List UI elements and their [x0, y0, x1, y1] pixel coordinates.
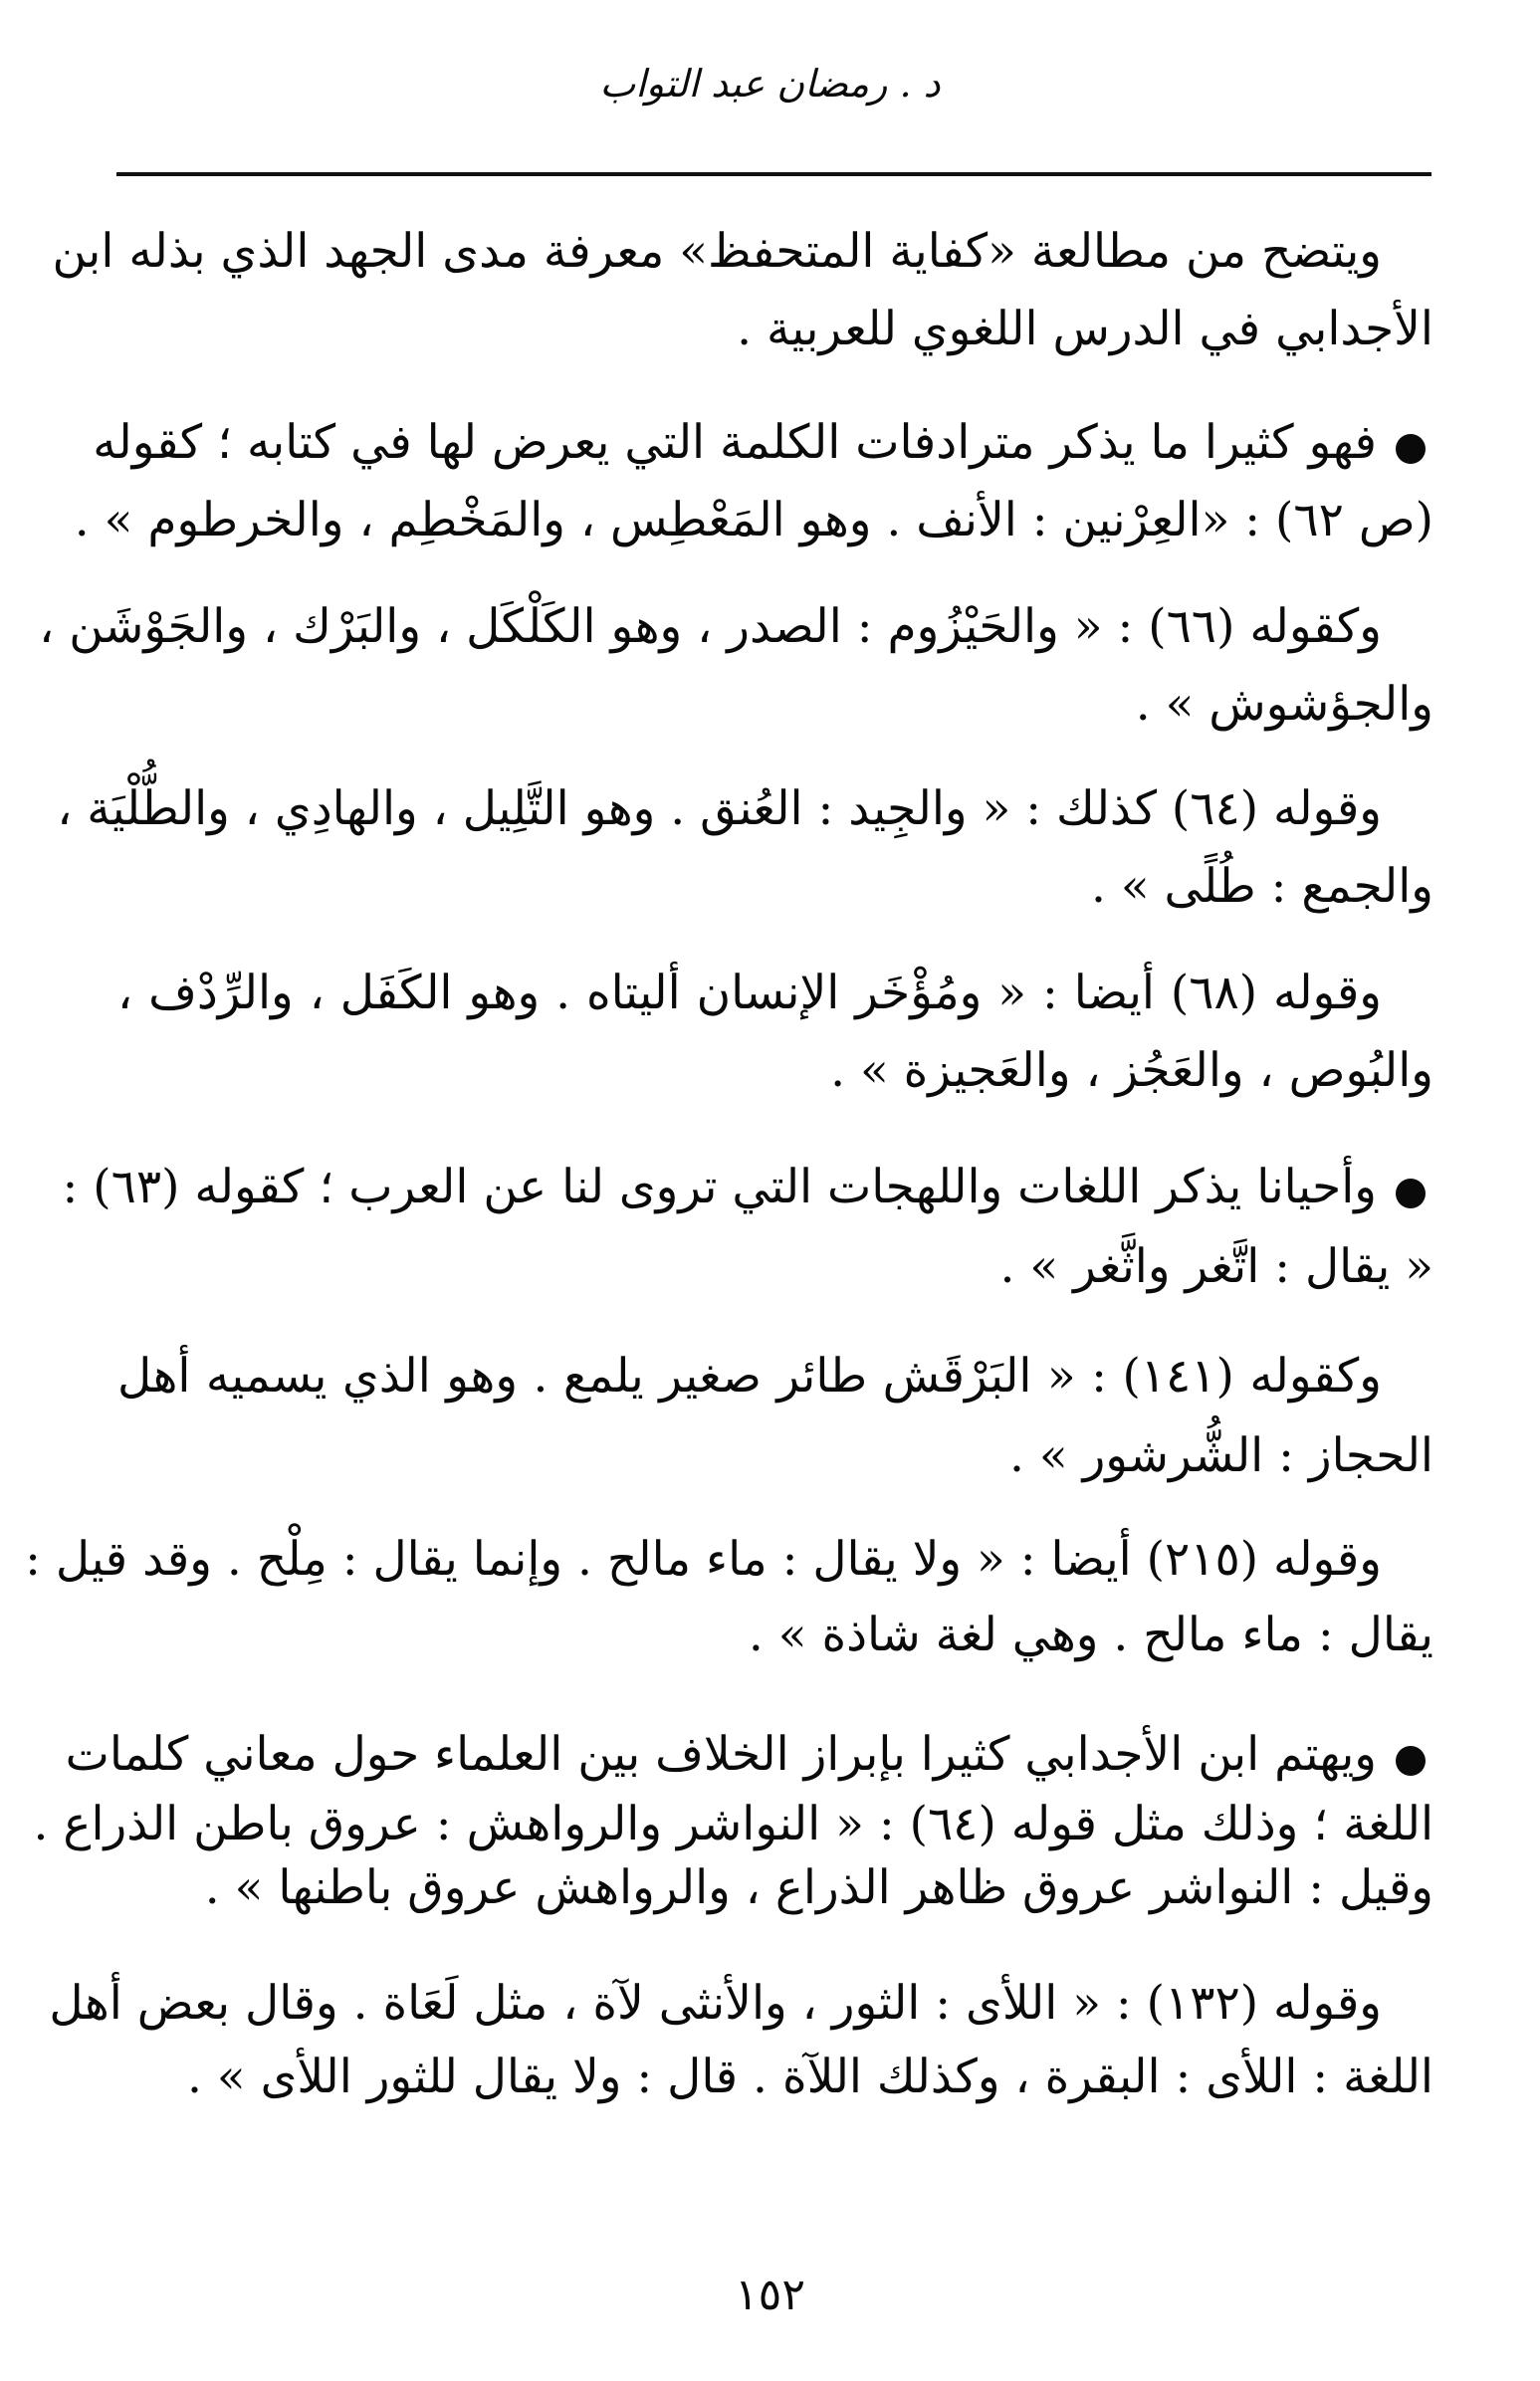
text-line: وقوله (١٣٢) : « اللأى : الثور ، والأنثى لآة ، مثل لَعَاة . وقال بعض أهل [49, 1976, 1382, 2031]
text-line: الحجاز : الشُّرشور » . [1009, 1428, 1433, 1483]
text-line: والبُوص ، والعَجُز ، والعَجيزة » . [830, 1043, 1433, 1098]
bullet-icon [1396, 1746, 1426, 1776]
text-line: يقال : ماء مالح . وهي لغة شاذة » . [748, 1608, 1433, 1662]
text-line: ويتضح من مطالعة «كفاية المتحفظ» معرفة مدى الجهد الذي بذله ابن [52, 224, 1382, 279]
bullet-icon [1396, 1179, 1426, 1208]
text-line: وقوله (٦٤) كذلك : « والجِيد : العُنق . وهو التَّلِيل ، والهادِي ، والطُّلْيَة ، [57, 781, 1382, 836]
text-line: اللغة ؛ وذلك مثل قوله (٦٤) : « النواشر والرواهش : عروق باطن الذراع . [33, 1797, 1433, 1851]
text-line: والجؤشوش » . [1135, 677, 1433, 732]
text-line: « يقال : اتَّغر واثَّغر » . [999, 1239, 1433, 1294]
text-line: وقوله (٢١٥) أيضا : « ولا يقال : ماء مالح . وإنما يقال : مِلْح . وقد قيل : [25, 1532, 1382, 1587]
bullet-icon [1396, 434, 1426, 464]
text-line: وقوله (٦٨) أيضا : « ومُؤْخَر الإنسان أليتاه . وهو الكَفَل ، والرِّدْف ، [117, 966, 1382, 1020]
text-line: (ص ٦٢) : «العِرْنين : الأنف . وهو المَعْطِس ، والمَخْطِم ، والخرطوم » . [74, 493, 1433, 547]
text-line: فهو كثيرا ما يذكر مترادفات الكلمة التي يعرض لها في كتابه ؛ كقوله [93, 415, 1377, 470]
page-number: ١٥٢ [735, 2270, 805, 2320]
header-rule [116, 172, 1431, 176]
text-line: وأحيانا يذكر اللغات واللهجات التي تروى لنا عن العرب ؛ كقوله (٦٣) : [62, 1160, 1377, 1214]
running-head: د . رمضان عبد التواب [599, 62, 941, 106]
text-line: ويهتم ابن الأجدابي كثيرا بإبراز الخلاف بين العلماء حول معاني كلمات [65, 1727, 1377, 1782]
text-line: وكقوله (١٤١) : « البَرْقَش طائر صغير يلمع . وهو الذي يسميه أهل [117, 1349, 1382, 1404]
text-line: والجمع : طُلًى » . [1090, 859, 1433, 914]
text-line: اللغة : اللأى : البقرة ، وكذلك اللآة . قال : ولا يقال للثور اللأى » . [187, 2050, 1433, 2104]
text-line: وكقوله (٦٦) : « والحَيْزُوم : الصدر ، وهو الكَلْكَل ، والبَرْك ، والجَوْشَن ، [39, 599, 1382, 654]
text-line: الأجدابي في الدرس اللغوي للعربية . [737, 302, 1433, 356]
text-line: وقيل : النواشر عروق ظاهر الذراع ، والرواهش عروق باطنها » . [204, 1860, 1433, 1915]
